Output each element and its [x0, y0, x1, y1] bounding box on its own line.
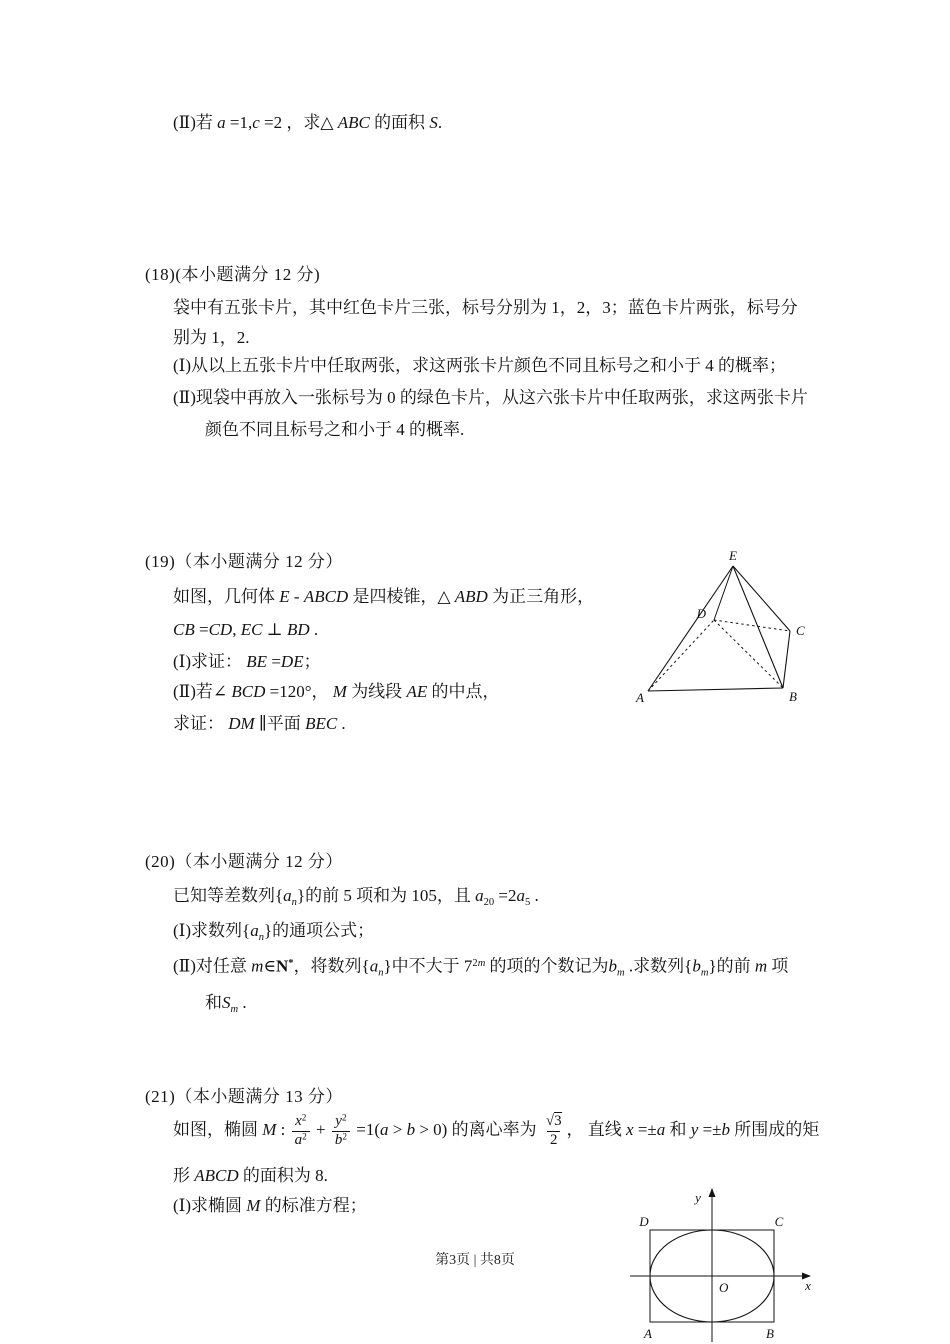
- problem-21-line-2: 形 ABCD 的面积为 8.: [173, 1166, 328, 1185]
- vertex-label-c: C: [796, 623, 805, 638]
- x-axis-label: x: [805, 1278, 811, 1293]
- problem-21-line-1: 如图，椭圆 M : $\frac{x^2}{a^2}$ + $\frac{y^2}{b^2}$ =1(a > b > 0) 的离心率为 $\frac{√3}{2}$ ， 直线 x =±a 和 y =±b 所围成的矩: [173, 1113, 820, 1148]
- problem-18-line-4: (Ⅱ)现袋中再放入一张标号为 0 的绿色卡片，从这六张卡片中任取两张，求这两张卡片: [173, 388, 808, 407]
- origin-label: O: [719, 1280, 729, 1295]
- corner-label-b: B: [766, 1326, 774, 1341]
- problem-20-line-2: (Ⅰ)求数列$\{a_n\}$的通项公式；: [173, 921, 375, 944]
- problem-17-part2-line: (Ⅱ)若 a =1,c =2 ，求△ ABC 的面积 S.: [173, 113, 443, 132]
- corner-label-a: A: [644, 1326, 652, 1341]
- vertex-label-b: B: [789, 689, 797, 704]
- page-footer: 第3页 | 共8页: [435, 1253, 515, 1268]
- problem-19-line-4: (Ⅱ)若∠ BCD =120°， M 为线段 AE 的中点，: [173, 682, 500, 701]
- problem-18-header: (18)(本小题满分 12 分): [145, 265, 321, 284]
- problem-20-line-4: 和$S_m$ .: [205, 993, 247, 1016]
- pyramid-figure: [598, 548, 818, 713]
- y-axis-arrow: [709, 1188, 716, 1197]
- problem-18-line-1: 袋中有五张卡片，其中红色卡片三张，标号分别为 1，2，3；蓝色卡片两张，标号分: [173, 298, 798, 317]
- corner-label-d: D: [639, 1214, 649, 1229]
- corner-label-c: C: [774, 1214, 784, 1229]
- y-axis-label: y: [695, 1190, 701, 1205]
- problem-20-line-3: (Ⅱ)对任意 m∈N*，将数列$\{a_n\}$中不大于 $7^{2m}$ 的项的个数记为$b_m$ .求数列$\{b_m\}$的前 m 项: [173, 956, 789, 979]
- problem-19-line-5: 求证： DM ∥平面 BEC .: [173, 714, 346, 733]
- problem-18-line-5: 颜色不同且标号之和小于 4 的概率.: [205, 420, 465, 439]
- problem-19-line-1: 如图，几何体 E - ABCD 是四棱锥，△ ABD 为正三角形，: [173, 587, 595, 606]
- problem-21-header: (21)（本小题满分 13 分）: [145, 1087, 343, 1106]
- problem-21-line-3: (Ⅰ)求椭圆 M 的标准方程；: [173, 1196, 367, 1215]
- problem-20-line-1: 已知等差数列$\{a_n\}$的前 5 项和为 105，且 $a_{20} =2a_5$ .: [173, 886, 539, 909]
- problem-18-line-3: (Ⅰ)从以上五张卡片中任取两张，求这两张卡片颜色不同且标号之和小于 4 的概率；: [173, 356, 787, 375]
- problem-19-line-2: CB =CD, EC ⊥ BD .: [173, 620, 319, 639]
- problem-20-header: (20)（本小题满分 12 分）: [145, 852, 343, 871]
- problem-18-line-2: 别为 1，2.: [173, 328, 250, 347]
- vertex-label-e: E: [729, 548, 737, 563]
- problem-19-line-3: (Ⅰ)求证： BE =DE；: [173, 652, 321, 671]
- vertex-label-a: A: [636, 690, 644, 705]
- vertex-label-d: D: [696, 606, 706, 621]
- problem-19-header: (19)（本小题满分 12 分）: [145, 552, 343, 571]
